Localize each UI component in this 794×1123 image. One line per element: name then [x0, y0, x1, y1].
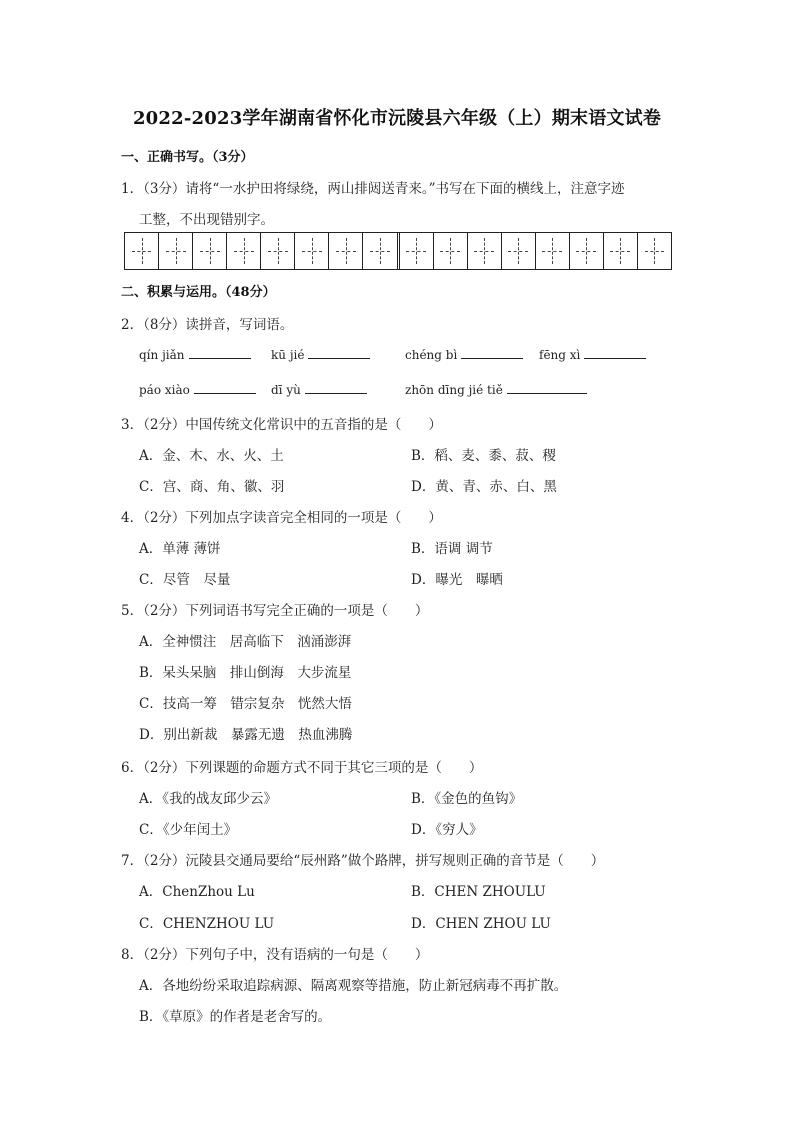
pinyin-text: fēng xì — [539, 348, 581, 362]
option-a[interactable]: A．各地纷纷采取追踪病源、隔离观察等措施，防止新冠病毒不再扩散。 — [139, 978, 568, 994]
grid-cell[interactable] — [125, 233, 159, 269]
answer-blank[interactable] — [461, 346, 523, 359]
option-a[interactable]: A．金、木、水、火、土 — [139, 448, 284, 464]
option-c[interactable]: C．尽管 尽量 — [139, 572, 231, 588]
answer-blank[interactable] — [305, 381, 367, 394]
question-5-stem: 5．（2分）下列词语书写完全正确的一项是（ ） — [121, 603, 429, 619]
grid-cell[interactable] — [604, 233, 638, 269]
question-6-stem: 6．（2分）下列课题的命题方式不同于其它三项的是（ ） — [121, 760, 483, 776]
question-7-stem: 7．（2分）沅陵县交通局要给“辰州路”做个路牌，拼写规则正确的音节是（ ） — [121, 853, 605, 869]
option-a[interactable]: A．单薄 薄饼 — [139, 541, 221, 557]
grid-cell[interactable] — [227, 233, 261, 269]
pinyin-item — [271, 346, 370, 362]
grid-cell[interactable] — [468, 233, 502, 269]
option-c[interactable]: C．技高一筹 错宗复杂 恍然大悟 — [139, 696, 352, 712]
grid-cell[interactable] — [363, 233, 399, 269]
grid-cell[interactable] — [502, 233, 536, 269]
grid-cell[interactable] — [295, 233, 329, 269]
option-d[interactable]: D．CHEN ZHOU LU — [411, 916, 551, 932]
question-2-stem: 2．（8分）读拼音，写词语。 — [121, 317, 294, 333]
grid-cell[interactable] — [193, 233, 227, 269]
section-heading-2: 二、积累与运用。（48分） — [121, 285, 276, 300]
option-d[interactable]: D．《穷人》 — [411, 822, 483, 838]
pinyin-item — [405, 346, 523, 362]
question-3-stem: 3．（2分）中国传统文化常识中的五音指的是（ ） — [121, 417, 442, 433]
grid-cell[interactable] — [329, 233, 363, 269]
pinyin-item — [139, 381, 256, 397]
pinyin-item — [139, 346, 251, 362]
option-c[interactable]: C．CHENZHOU LU — [139, 916, 275, 932]
pinyin-text: dī yù — [271, 383, 301, 397]
pinyin-text: zhōn dīng jié tiě — [405, 383, 503, 397]
pinyin-text: kū jié — [271, 348, 305, 362]
pinyin-text: páo xiào — [139, 383, 190, 397]
option-b[interactable]: B．《金色的鱼钩》 — [411, 791, 523, 807]
grid-cell[interactable] — [400, 233, 434, 269]
option-d[interactable]: D．黄、青、赤、白、黑 — [411, 479, 557, 495]
option-a[interactable]: A．ChenZhou Lu — [139, 884, 255, 900]
pinyin-text: qín jiǎn — [139, 348, 185, 362]
option-d[interactable]: D．曝光 曝晒 — [411, 572, 503, 588]
grid-cell[interactable] — [261, 233, 295, 269]
question-1-line-1: 1．（3分）请将“一水护田将绿绕，两山排闼送青来。”书写在下面的横线上，注意字迹 — [121, 181, 625, 197]
option-c[interactable]: C．《少年闰土》 — [139, 822, 238, 838]
answer-blank[interactable] — [507, 381, 587, 394]
writing-grid[interactable] — [124, 232, 672, 270]
option-c[interactable]: C．宫、商、角、徽、羽 — [139, 479, 285, 495]
section-heading-1: 一、正确书写。（3分） — [121, 150, 254, 165]
page-title: 2022-2023学年湖南省怀化市沅陵县六年级（上）期末语文试卷 — [132, 108, 662, 129]
option-b[interactable]: B．语调 调节 — [411, 541, 493, 557]
pinyin-text: chéng bì — [405, 348, 458, 362]
grid-cell[interactable] — [638, 233, 671, 269]
answer-blank[interactable] — [189, 346, 251, 359]
pinyin-item — [271, 381, 367, 397]
option-b[interactable]: B．CHEN ZHOULU — [411, 884, 546, 900]
grid-cell[interactable] — [434, 233, 468, 269]
option-a[interactable]: A．《我的战友邱少云》 — [139, 791, 277, 807]
question-4-stem: 4．（2分）下列加点字读音完全相同的一项是（ ） — [121, 510, 442, 526]
option-d[interactable]: D．别出新裁 暴露无遗 热血沸腾 — [139, 727, 353, 743]
grid-cell[interactable] — [159, 233, 193, 269]
pinyin-item — [539, 346, 646, 362]
option-b[interactable]: B．呆头呆脑 排山倒海 大步流星 — [139, 665, 352, 681]
question-1-line-2: 工整，不出现错别字。 — [139, 212, 274, 228]
option-a[interactable]: A．全神惯注 居高临下 汹涌澎湃 — [139, 634, 352, 650]
pinyin-item — [405, 381, 587, 397]
answer-blank[interactable] — [308, 346, 370, 359]
answer-blank[interactable] — [584, 346, 646, 359]
grid-cell[interactable] — [570, 233, 604, 269]
question-8-stem: 8．（2分）下列句子中，没有语病的一句是（ ） — [121, 947, 429, 963]
grid-cell[interactable] — [536, 233, 570, 269]
option-b[interactable]: B．《草原》的作者是老舍写的。 — [139, 1009, 332, 1025]
option-b[interactable]: B．稻、麦、黍、菽、稷 — [411, 448, 556, 464]
answer-blank[interactable] — [194, 381, 256, 394]
